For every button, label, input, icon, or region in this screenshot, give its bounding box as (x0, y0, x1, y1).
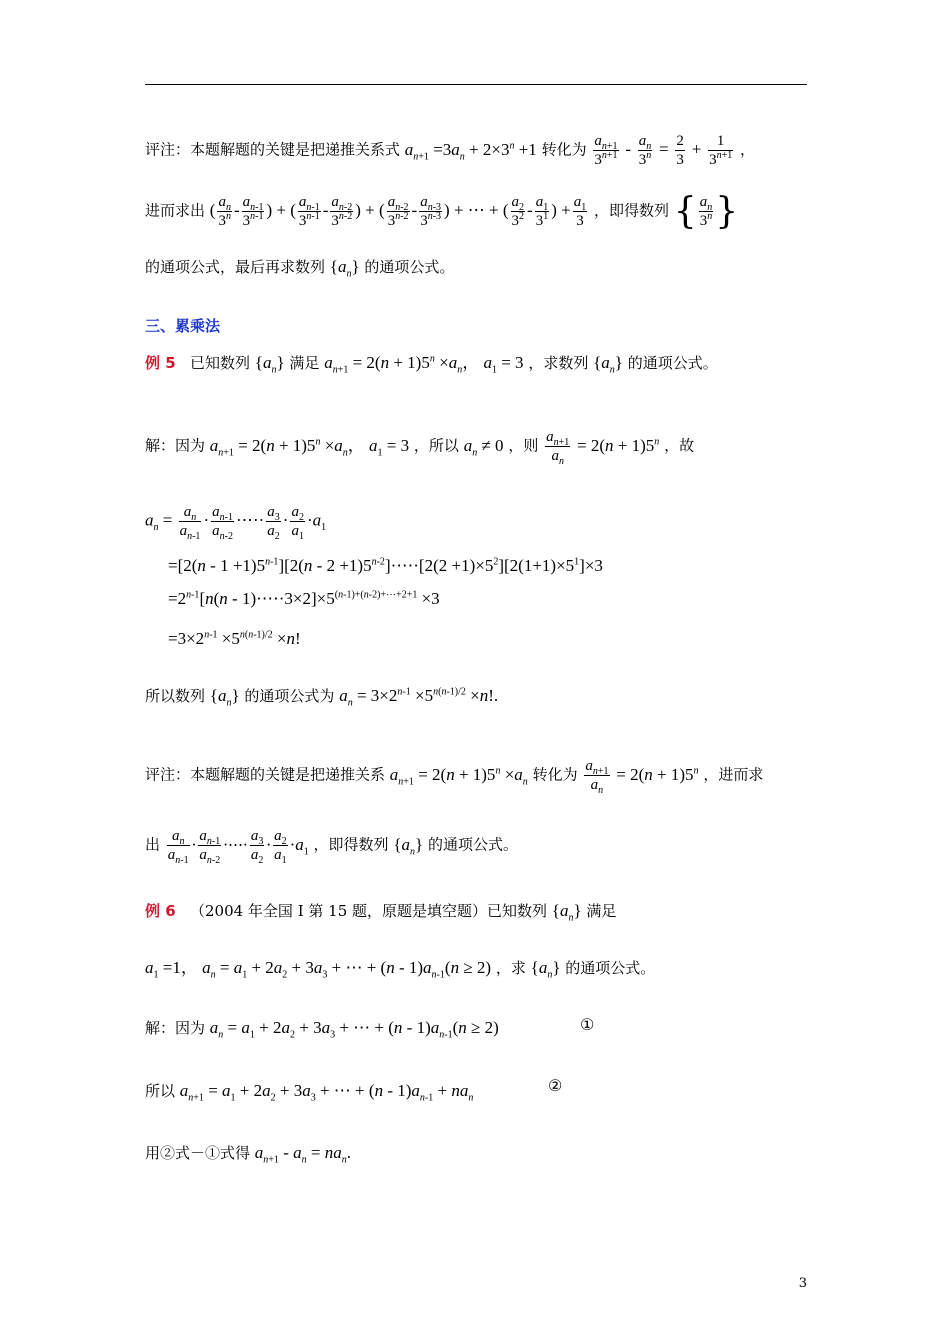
equation-mark-2: ② (548, 1076, 563, 1095)
comment1-line3-suffix: 的通项公式。 (364, 258, 455, 276)
frac-ratio: $\frac{a_{n+1}}{a_n}$ (546, 429, 570, 467)
comment2-line2-prefix: 出 (145, 835, 161, 854)
comment2-line2-suffix: ，即得数列 (313, 835, 389, 854)
solution5-so: ，所以 (413, 436, 459, 455)
comment1-line1: 评注：本题解题的关键是把递推关系式 $a_{n+1} =3a_n + 2\times 3^n +1$ 转化为 $\frac{a_{n+1}}{3^{n+1}}$ - $\frac{a_n}{3^n}$ = $\frac{2}{3}$ + $\frac{1}{3^{n+1}}$ ， (145, 133, 756, 168)
example6-label: 例 6 (145, 902, 176, 920)
comment2-suffix: ，进而求 (703, 765, 764, 784)
section-title: 三、累乘法 (145, 317, 221, 335)
solution5-conclusion-text: 所以数列 (145, 687, 206, 705)
product-line1: $a_n$ = $\frac{a_n}{a_{n-1}}$ · $\frac{a_{n-1}}{a_{n-2}}$ ·⋯· $\frac{a_3}{a_2}$ · $\frac{a_2}{a_1}$ $\cdot a_1$ (145, 504, 327, 542)
example6-text-b: 满足 (586, 902, 617, 920)
frac-i: $\frac{a_1}{3}$ (573, 194, 587, 229)
solution5-conclusion-b: 的通项公式为 (244, 687, 335, 705)
solution6-line1: 解：因为 $a_n = a_1 + 2a_2 + 3a_3$ + ⋯ + $(n - 1)a_{n-1}(n \ge 2)$ (145, 1018, 499, 1041)
solution5-line1: 解：因为 $a_{n+1} = 2(n + 1)5^n \times a_n$， $a_1 = 3$ ，所以 $a_n \ne 0$ ，则 $\frac{a_{n+1}}{a_n}$ = $2(n + 1)5^n$ ，故 (145, 429, 695, 467)
frac-e: $\frac{a_{n-2}}{3^{n-2}}$ (387, 194, 409, 229)
solution5-intro: 解：因为 (145, 436, 206, 455)
comment2-mid: 转化为 (532, 765, 578, 784)
example5-text-a: 已知数列 (189, 354, 250, 372)
example5-text-b: 满足 (289, 354, 320, 372)
solution5-conclusion: 所以数列 $\{a_n\}$ 的通项公式为 $a_n = 3\times 2^{n-1} \times 5^{n(n-1)/2} \times n$!. (145, 686, 499, 709)
solution6-diff: 用②式－①式得 (145, 1144, 251, 1162)
product-line3: $=2^{n-1}[n(n$ - $1)\cdot\cdots\cdot 3\times 2]\times 5^{(n-1)+(n-2)+\cdots+2+1} \times 3$ (168, 589, 440, 608)
frac-an1-3n1: $\frac{a_{n+1}}{3^{n+1}}$ (594, 133, 618, 168)
frac-1-3n1: $\frac{1}{3^{n+1}}$ (709, 133, 733, 168)
example6-source: （2004 年全国 I 第 15 题，原题是填空题）已知数列 (189, 902, 548, 920)
frac-f: $\frac{a_{n-3}}{3^{n-3}}$ (420, 194, 442, 229)
example5-label: 例 5 (145, 354, 176, 372)
frac-seq: $\frac{a_n}{3^n}$ (699, 194, 713, 229)
product-line4: $=3\times 2^{n-1} \times 5^{n(n-1)/2} \times n$! (168, 629, 301, 648)
solution6-so: 所以 (145, 1082, 176, 1100)
solution6-line3: 用②式－①式得 $a_{n+1} - a_n = na_n$. (145, 1143, 351, 1166)
comment1-line3: 的通项公式，最后再求数列 $\{a_n\}$ 的通项公式。 (145, 257, 455, 280)
comment1-line2-prefix: 进而求出 (145, 201, 206, 220)
frac-c: $\frac{a_{n-1}}{3^{n-1}}$ (298, 194, 320, 229)
comment2-line1: 评注：本题解题的关键是把递推关系 $a_{n+1} = 2(n + 1)5^n \times a_n$ 转化为 $\frac{a_{n+1}}{a_n}$ = $2(n + 1)5^n$ ，进而求 (145, 758, 764, 796)
example5-text-d: 的通项公式。 (627, 354, 718, 372)
example6-ask: ，求 (495, 959, 526, 977)
frac-h: $\frac{a_1}{3^1}$ (535, 194, 549, 229)
example6-condition: $a_1 =1$， $a_n = a_1 + 2a_2 + 3a_3$ + ⋯ + $(n - 1)a_{n-1}(n \ge 2)$ ，求 $\{a_n\}$ 的通项公式。 (145, 958, 656, 981)
solution6-line2: 所以 $a_{n+1} = a_1 + 2a_2 + 3a_3$ + ⋯ + $(n - 1)a_{n-1} + na_n$ (145, 1081, 474, 1104)
product-line2: $=[2(n - 1 +1)5^{n-1}][2(n - 2$ $+1)5^{n-2}]\cdot\cdots\cdot[2(2 +1)\times 5^2][2(1+1)\times 5^1]\times 3$ (168, 556, 603, 575)
frac-g: $\frac{a_2}{3^2}$ (511, 194, 525, 229)
comment2-prefix: 评注：本题解题的关键是把递推关系 (145, 765, 386, 784)
example5-text-c: ，求数列 (528, 354, 589, 372)
header-rule (145, 84, 807, 85)
frac-d: $\frac{a_{n-2}}{3^{n-2}}$ (331, 194, 353, 229)
frac-a: $\frac{a_n}{3^n}$ (218, 194, 231, 229)
example6-line: 例 6 （2004 年全国 I 第 15 题，原题是填空题）已知数列 $\{a_n\}$ 满足 (145, 901, 617, 924)
solution5-hence: ，故 (664, 436, 695, 455)
comment1-line2: 进而求出 ( $\frac{a_n}{3^n}$ - $\frac{a_{n-1}}{3^{n-1}}$ ) + ( $\frac{a_{n-1}}{3^{n-1}}$ - $\frac{a_{n-2}}{3^{n-2}}$ ) + ( $\frac{a_{n-2}}{3^{n-2}}$ - $\frac{a_{n-3}}{3^{n-3}}$ ) + ⋯ + ( $\frac{a_2}{3^2}$ - $\frac{a_1}{3^1}$ ) + $\frac{a_1}{3}$ ，即得数列 { $\frac{a_n}{3^n}$ } (145, 190, 739, 232)
comment1-line2-suffix: ，即得数列 (594, 201, 670, 220)
comment2-line2: 出 $\frac{a_n}{a_{n-1}}$ · $\frac{a_{n-1}}{a_{n-2}}$ ·⋯· $\frac{a_3}{a_2}$ · $\frac{a_2}{a_1}$ $\cdot a_1$ ，即得数列 $\{a_n\}$ 的通项公式。 (145, 828, 518, 866)
example5-line: 例 5 已知数列 $\{a_n\}$ 满足 $a_{n+1} = 2(n + 1)5^n \times a_n$， $a_1 = 3$ ，求数列 $\{a_n\}$ 的通项公式。 (145, 353, 718, 376)
frac-an-3n: $\frac{a_n}{3^n}$ (638, 133, 652, 168)
example6-ask-b: 的通项公式。 (565, 959, 656, 977)
comment1-prefix: 评注：本题解题的关键是把递推关系式 (145, 140, 401, 159)
comment1-mid: 转化为 (541, 140, 587, 159)
comment1-line3-text: 的通项公式，最后再求数列 (145, 258, 326, 276)
frac-2-3: $\frac{2}{3}$ (676, 133, 684, 168)
solution6-intro: 解：因为 (145, 1019, 206, 1037)
comment2-line2-end: 的通项公式。 (427, 835, 518, 854)
frac-b: $\frac{a_{n-1}}{3^{n-1}}$ (242, 194, 264, 229)
solution5-then: ，则 (508, 436, 539, 455)
page-number: 3 (798, 1276, 807, 1291)
formula-recurrence-1: $a_{n+1} =3a_n + 2\times 3^n +1$ (404, 139, 537, 162)
equation-mark-1: ① (580, 1015, 595, 1034)
